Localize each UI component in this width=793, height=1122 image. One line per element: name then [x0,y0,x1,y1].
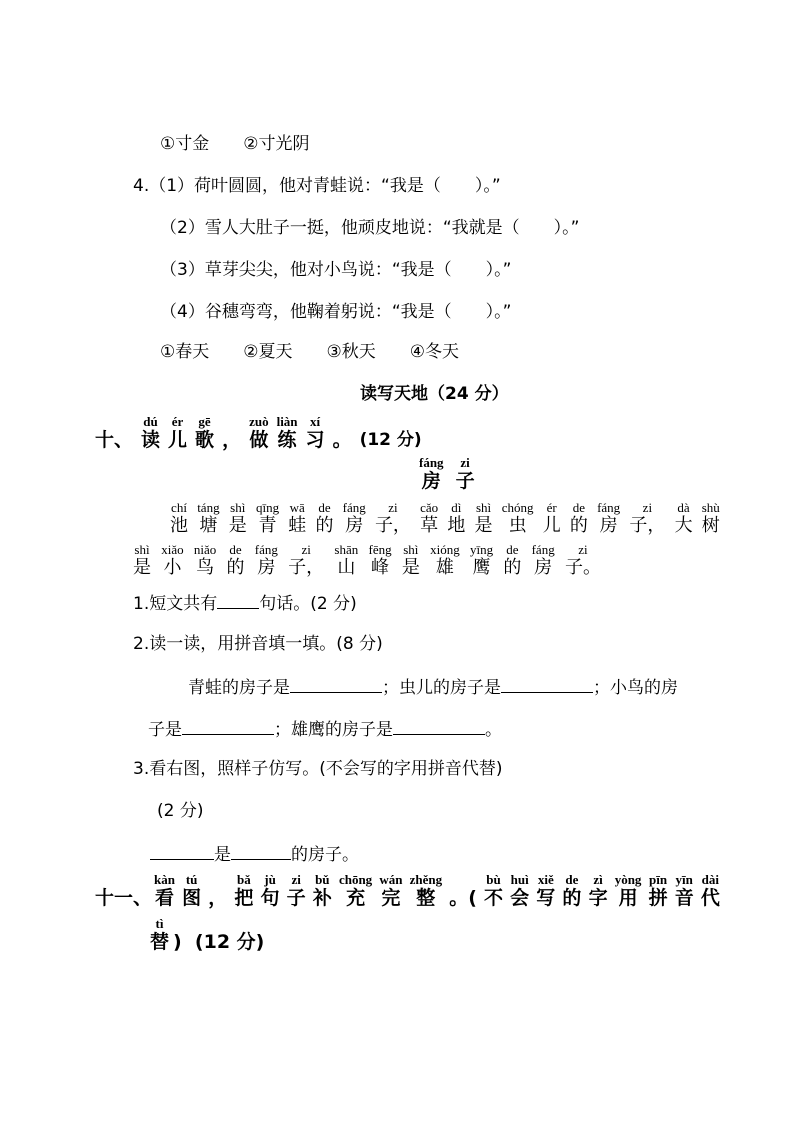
hanzi: 雄 [435,557,454,578]
section10-heading [141,415,352,451]
hanzi: 充 [346,887,366,909]
pinyin: de [506,542,519,557]
q3-title: 3.看右图，照样子仿写。(不会写的字用拼音代替) [133,759,503,779]
ruby-unit [170,501,188,537]
q3-options: ①寸金 ②寸光阴 [160,134,310,154]
hanzi: 子， [629,515,666,536]
pinyin: cǎo [420,500,439,515]
hanzi: 音 [674,887,694,909]
ruby-unit [234,873,253,909]
q4-line-4: （4）谷穗弯弯，他鞠着躬说：“我是（ ）。” [160,302,512,322]
pinyin: bù [486,872,501,887]
pinyin: shì [230,500,246,515]
pinyin: zi [291,872,301,887]
ruby-unit [502,501,534,537]
pinyin: yīn [675,872,693,887]
ruby-unit [543,501,561,537]
hanzi: 代 [700,887,720,909]
pinyin: wán [379,872,403,887]
ruby-unit [168,415,187,451]
q2-text-f: 。 [485,720,502,740]
q2-line-2 [148,718,502,740]
hanzi: 山 [337,557,356,578]
ruby-unit [343,501,366,537]
ruby-unit [195,415,214,451]
ruby-unit [565,543,601,579]
pinyin: de [229,542,242,557]
ruby-unit [182,873,201,909]
ruby-unit [255,543,278,579]
hanzi: 子 [455,470,475,492]
pinyin: ér [171,414,184,429]
q2-text-a: 青蛙的房子是 [188,678,290,698]
pinyin: tì [155,916,164,931]
q1-text-b: 句话。(2 分) [259,594,357,614]
ruby-unit [562,873,581,909]
pinyin: de [565,872,579,887]
q4-line-3: （3）草芽尖尖，他对小鸟说：“我是（ ）。” [160,260,512,280]
pinyin: dài [701,872,720,887]
pinyin: jù [264,872,276,887]
ruby-unit [194,543,216,579]
pinyin: huì [510,872,529,887]
ruby-unit [229,501,247,537]
q2-line-1 [188,676,678,698]
ruby-unit [675,873,694,909]
pinyin: qīng [255,500,280,515]
q2-blank-4[interactable] [393,718,485,735]
pinyin: ér [546,500,557,515]
pinyin: kàn [154,872,175,887]
ruby-unit [702,501,720,537]
pinyin: bǎ [237,872,251,887]
ruby-unit [288,501,306,537]
ruby-unit [629,501,665,537]
hanzi: 是 [133,557,151,578]
hanzi: 不 [484,887,504,909]
pinyin: wā [289,500,305,515]
pinyin: pīn [649,872,668,887]
hanzi: 做 [249,429,269,451]
ruby-unit [447,501,465,537]
hanzi: 房 [345,515,364,536]
ruby-unit [249,415,269,451]
pinyin: fáng [419,455,444,470]
hanzi: 池 [170,515,188,536]
hanzi: 把 [234,887,254,909]
ruby-unit [222,415,241,451]
pinyin: fēng [368,542,392,557]
hanzi: 句 [260,887,280,909]
pinyin: chōng [338,872,373,887]
hanzi: 大 [674,515,693,536]
ruby-unit [510,873,529,909]
ruby-unit [402,543,420,579]
pinyin: chí [171,500,187,515]
hanzi: ) (12 分) [173,931,265,953]
hanzi: 是 [401,557,420,578]
ruby-unit [475,501,493,537]
hanzi: 子。 [564,557,601,578]
hanzi: 房 [421,470,441,492]
pinyin: zi [388,500,398,515]
ruby-unit [379,873,402,909]
q3-answer [150,843,359,865]
ruby-unit [570,501,588,537]
pinyin: fáng [531,542,555,557]
pinyin: liàn [276,414,298,429]
hanzi: 习 [305,429,325,451]
q2-text-c: ；小鸟的房 [593,678,678,698]
hanzi: 儿 [542,515,561,536]
pinyin: shān [334,542,359,557]
ruby-unit [675,501,693,537]
ruby-unit [615,873,642,909]
pinyin: xiě [537,872,554,887]
q1-text-a: 1.短文共有 [133,594,218,614]
hanzi: 鸟 [196,557,215,578]
ruby-unit [277,415,298,451]
hanzi: 是 [474,515,493,536]
section11-heading-row [95,873,720,909]
ruby-unit [419,456,444,492]
hanzi: 房 [257,557,276,578]
hanzi: 写 [536,887,556,909]
ruby-unit [470,543,493,579]
pinyin: shì [134,542,150,557]
pinyin: dú [143,414,158,429]
hanzi: 补 [312,887,332,909]
hanzi: 蛙 [288,515,307,536]
pinyin: xiǎo [161,542,184,557]
pinyin: fáng [254,542,278,557]
q4-line-2: （2）雪人大肚子一挺，他顽皮地说：“我就是（ ）。” [160,218,580,238]
pinyin: fáng [342,500,366,515]
ruby-unit [597,501,620,537]
ruby-unit [375,501,411,537]
hanzi: 青 [258,515,277,536]
hanzi: 小 [163,557,182,578]
pinyin: zuò [249,414,269,429]
section10-score: (12 分) [359,430,422,450]
hanzi: 练 [277,429,297,451]
pinyin: gē [198,414,211,429]
section10-prefix: 十、 [95,429,134,451]
ruby-unit [315,501,333,537]
ruby-unit [536,873,555,909]
hanzi: 鹰 [472,557,491,578]
ruby-unit [503,543,521,579]
ruby-unit [334,543,358,579]
ruby-unit [449,873,477,909]
pinyin: shì [475,500,492,515]
ruby-unit [306,415,325,451]
ruby-unit [141,415,160,451]
q4-options: ①春天 ②夏天 ③秋天 ④冬天 [160,342,459,362]
pinyin: de [318,500,331,515]
section10-heading-row [95,415,422,451]
hanzi: 是 [228,515,247,536]
pinyin: tú [185,872,198,887]
pinyin: zhěng [409,872,443,887]
pinyin: yīng [469,542,494,557]
q2-blank-1[interactable] [290,676,382,693]
hanzi: ， [222,429,242,451]
hanzi: 的 [562,887,582,909]
ruby-unit [484,873,503,909]
pinyin: zi [642,500,653,515]
section11-prefix: 十一、 [95,887,153,909]
poem-line-1 [170,501,720,537]
ruby-unit [287,873,306,909]
pinyin: xí [309,414,321,429]
q1 [133,592,357,614]
pinyin: bǔ [315,872,330,887]
ruby-unit [256,501,279,537]
pinyin: de [572,500,586,515]
q3-blank-1[interactable] [150,843,214,860]
q2-blank-2[interactable] [501,676,593,693]
hanzi: 房 [599,515,618,536]
q2-text-d: 子是 [148,720,182,740]
ruby-unit [313,873,332,909]
section11-heading-cont [150,917,264,953]
hanzi: 塘 [199,515,218,536]
hanzi: 子， [288,557,325,578]
pinyin: chóng [501,500,534,515]
pinyin: shù [701,500,720,515]
hanzi: 的 [569,515,588,536]
ruby-unit [456,456,475,492]
pinyin: zi [301,542,311,557]
ruby-unit [333,415,352,451]
pinyin: táng [197,500,220,515]
hanzi: 儿 [168,429,188,451]
hanzi: 用 [618,887,638,909]
ruby-unit [649,873,668,909]
q2-text-b: ；虫儿的房子是 [382,678,501,698]
section11-heading [154,873,720,909]
ruby-unit [173,917,264,953]
ruby-unit [133,543,151,579]
ruby-unit [227,543,245,579]
q4-line-1: 4.（1）荷叶圆圆，他对青蛙说：“我是（ ）。” [133,176,501,196]
pinyin: dì [451,500,462,515]
hanzi: 虫 [508,515,527,536]
hanzi: 子 [286,887,306,909]
hanzi: 图 [182,887,202,909]
hanzi: 字 [588,887,608,909]
hanzi: 树 [701,515,720,536]
q3-text-b: 的房子。 [291,845,359,865]
hanzi: 读 [141,429,161,451]
q3-score: (2 分) [157,801,204,821]
hanzi: 整 [416,887,436,909]
ruby-unit [208,873,227,909]
hanzi: 峰 [371,557,390,578]
ruby-unit [410,873,443,909]
pinyin: dà [677,500,690,515]
pinyin: xióng [430,542,460,557]
part-title: 读写天地（24 分） [360,384,509,404]
q2-text-e: ；雄鹰的房子是 [274,720,393,740]
ruby-unit [532,543,555,579]
ruby-unit [161,543,183,579]
q2-title: 2.读一读，用拼音填一填。(8 分) [133,634,383,654]
hanzi: 的 [226,557,245,578]
ruby-unit [288,543,324,579]
pinyin: zì [593,872,603,887]
hanzi: 地 [447,515,466,536]
pinyin: fáng [597,500,621,515]
ruby-unit [420,501,438,537]
hanzi: 的 [503,557,522,578]
ruby-unit [589,873,608,909]
pinyin: zi [460,455,470,470]
hanzi: 拼 [648,887,668,909]
q1-blank[interactable] [217,592,259,609]
hanzi: 会 [510,887,530,909]
hanzi: 。 [332,429,352,451]
q3-text-a: 是 [214,845,231,865]
q3-blank-2[interactable] [231,843,291,860]
ruby-unit [430,543,460,579]
q2-blank-3[interactable] [182,718,274,735]
ruby-unit [150,917,169,953]
hanzi: 歌 [195,429,215,451]
pinyin: zi [578,542,588,557]
hanzi: 子， [374,515,411,536]
hanzi: 完 [381,887,401,909]
ruby-unit [261,873,280,909]
hanzi: 草 [420,515,439,536]
ruby-unit [368,543,391,579]
hanzi: ， [208,887,228,909]
hanzi: 看 [154,887,174,909]
pinyin: yòng [614,872,642,887]
hanzi: 房 [534,557,553,578]
hanzi: 的 [315,515,334,536]
pinyin: shì [403,542,419,557]
ruby-unit [339,873,372,909]
ruby-unit [154,873,175,909]
poem-line-2 [133,543,601,579]
ruby-unit [197,501,219,537]
poem-title [419,456,475,492]
ruby-unit [701,873,720,909]
hanzi: 。( [449,887,477,909]
pinyin: niǎo [193,542,217,557]
hanzi: 替 [150,931,170,953]
